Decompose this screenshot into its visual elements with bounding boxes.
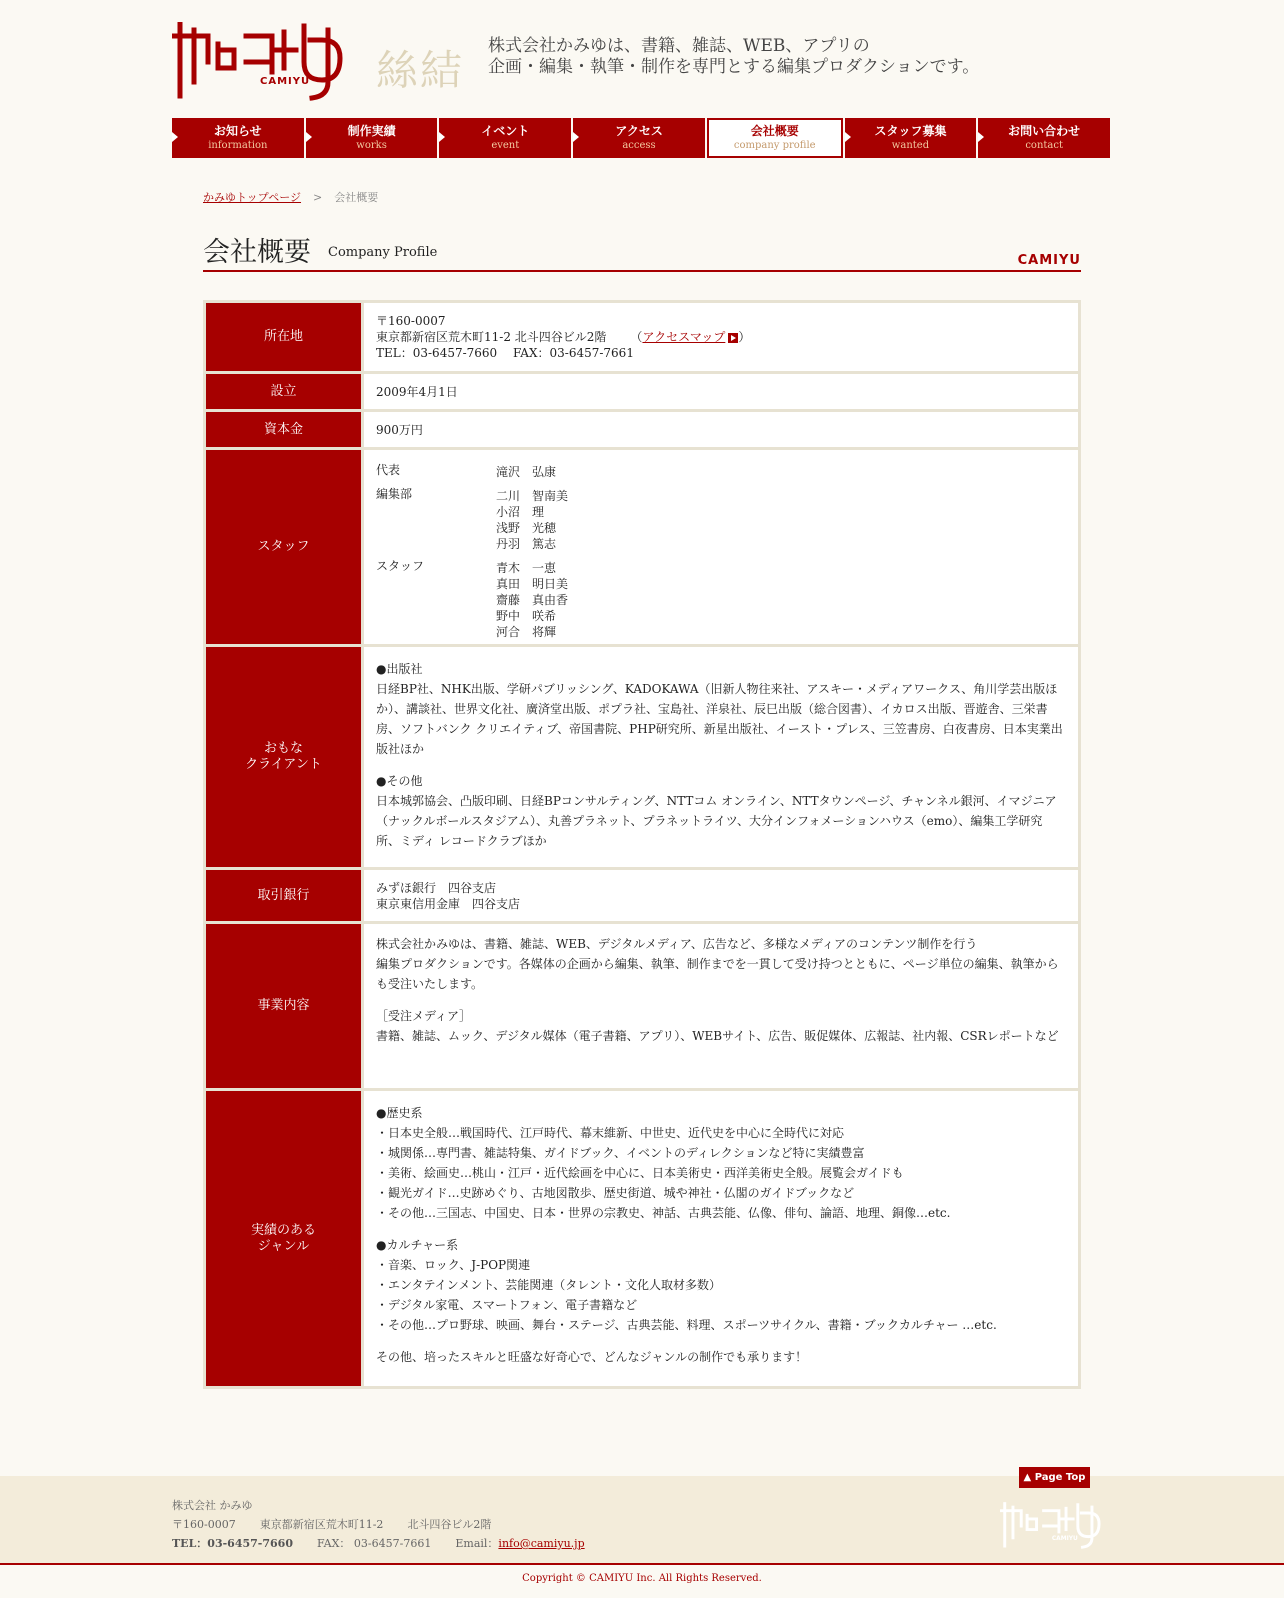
staff-role: スタッフ (376, 559, 425, 573)
tagline (488, 36, 979, 78)
address-text: 東京都新宿区荒木町11-2 北斗四谷ビル2階 (376, 330, 607, 344)
footer-logo-wordmark: CAMIYU (1051, 1536, 1078, 1543)
genre-item: ・その他…三国志、中国史、日本・世界の宗教史、神話、古典芸能、仏像、俳句、論語、地理、銅像…etc. (376, 1206, 951, 1220)
row-genre (206, 1091, 1078, 1386)
nav-information[interactable]: お知らせ information (172, 118, 304, 158)
row-bank-label: 取引銀行 (206, 870, 361, 921)
row-clients-label: おもな クライアント (206, 647, 361, 867)
seal-mark: 絲結 (376, 46, 465, 95)
genre-closing: その他、培ったスキルと旺盛な好奇心で、どんなジャンルの制作でも承ります！ (376, 1350, 808, 1364)
staff-name: 青木 一恵 (496, 561, 557, 575)
footer-logo[interactable] (1000, 1502, 1112, 1554)
row-bank (206, 870, 1078, 921)
nav-works[interactable]: 制作実績 works (306, 118, 438, 158)
address-zip: 〒160-0007 (376, 314, 446, 328)
row-staff-label: スタッフ (206, 450, 361, 644)
breadcrumb (203, 189, 378, 205)
camiyu-logo-icon (1000, 1502, 1112, 1550)
footer-building: 北斗四谷ビル2階 (407, 1518, 492, 1531)
row-founded-label: 設立 (206, 374, 361, 409)
arrow-icon (439, 132, 445, 142)
page-title-jp: 会社概要 (203, 237, 311, 268)
external-link-icon[interactable] (728, 333, 738, 343)
bank-line: みずほ銀行 四谷支店 (376, 881, 497, 895)
staff-name: 小沼 理 (496, 505, 545, 519)
staff-name: 丹羽 篤志 (496, 537, 557, 551)
capital-value: 900万円 (364, 412, 1078, 447)
staff-name: 野中 咲希 (496, 609, 557, 623)
breadcrumb-home-link[interactable]: かみゆトップページ (203, 191, 302, 204)
staff-role: 代表 (376, 463, 401, 477)
clients-publishers-heading: ●出版社 (376, 662, 423, 676)
staff-name: 真田 明日美 (496, 577, 569, 591)
copyright: Copyright © CAMIYU Inc. All Rights Reserved. (0, 1563, 1284, 1598)
camiyu-logo-icon (172, 22, 362, 102)
staff-name: 二川 智南美 (496, 489, 569, 503)
footer-email-label: Email： (455, 1537, 499, 1550)
genre-item: ・エンタテインメント、芸能関連（タレント・文化人取材多数） (376, 1278, 721, 1292)
business-text: 株式会社かみゆは、書籍、雑誌、WEB、デジタルメディア、広告など、多様なメディアのコンテンツ制作を行う 編集プロダクションです。各媒体の企画から編集、執筆、制作までを一貫して受け持つとともに、ページ単位の編集、執筆からも受注いたします。 (376, 937, 1059, 991)
row-clients (206, 647, 1078, 867)
nav-company-profile[interactable]: 会社概要 company profile (707, 118, 843, 158)
arrow-icon (573, 132, 579, 142)
nav-wanted[interactable]: スタッフ募集 wanted (845, 118, 977, 158)
genre-item: ・美術、絵画史…桃山・江戸・近代絵画を中心に、日本美術史・西洋美術史全般。展覧会ガイドも (376, 1166, 904, 1180)
row-business (206, 924, 1078, 1088)
genre-item: ・デジタル家電、スマートフォン、電子書籍など (376, 1298, 638, 1312)
footer-company: 株式会社 かみゆ (172, 1499, 253, 1512)
tagline-line-1: 株式会社かみゆは、書籍、雑誌、WEB、アプリの (488, 36, 870, 56)
footer-address: 東京都新宿区荒木町11-2 (259, 1518, 384, 1531)
page-title-en: Company Profile (328, 245, 438, 260)
row-genre-label: 実績のある ジャンル (206, 1091, 361, 1386)
row-founded (206, 374, 1078, 409)
founded-value: 2009年4月1日 (364, 374, 1078, 409)
row-business-label: 事業内容 (206, 924, 361, 1088)
row-capital (206, 412, 1078, 447)
footer-tel: TEL：03-6457-7660 (172, 1537, 293, 1550)
staff-name: 河合 将輝 (496, 625, 557, 639)
genre-item: ・城関係…専門書、雑誌特集、ガイドブック、イベントのディレクションなど特に実績豊富 (376, 1146, 865, 1160)
staff-list (376, 462, 1066, 646)
business-media-heading: ［受注メディア］ (376, 1009, 472, 1023)
nav-event[interactable]: イベント event (439, 118, 571, 158)
logo-wordmark: CAMIYU (260, 76, 311, 87)
arrow-icon (845, 132, 851, 142)
footer-email-link[interactable]: info@camiyu.jp (498, 1537, 585, 1550)
nav-access[interactable]: アクセス access (573, 118, 705, 158)
row-address-label: 所在地 (206, 303, 361, 371)
clients-others-text: 日本城郭協会、凸版印刷、日経BPコンサルティング、NTTコム オンライン、NTTタウンページ、チャンネル銀河、イマジニア（ナックルボールスタジアム）、丸善プラネット、プラネットライツ、大分インフォメーションハウス（emo）、編集工学研究所、ミディ レコードクラブほか (376, 794, 1057, 848)
genre-item: ・音楽、ロック、J-POP関連 (376, 1258, 531, 1272)
row-capital-label: 資本金 (206, 412, 361, 447)
map-bracket-open: （ (630, 330, 643, 344)
footer-fax: FAX： 03-6457-7661 (316, 1537, 432, 1550)
genre-item: ・観光ガイド…史跡めぐり、古地図散歩、歴史街道、城や神社・仏閣のガイドブックなど (376, 1186, 855, 1200)
brand-wordmark: CAMIYU (1017, 253, 1081, 268)
staff-name: 浅野 光穂 (496, 521, 557, 535)
clients-publishers-text: 日経BP社、NHK出版、学研パブリッシング、KADOKAWA（旧新人物往来社、アスキー・メディアワークス、角川学芸出版ほか）、講談社、世界文化社、廣済堂出版、ポプラ社、宝島社、洋泉社、辰巳出版（総合図書）、イカロス出版、晋遊舎、三栄書房、ソフトバンク クリエイティブ、帝国書院、PHP研究所、新星出版社、イースト・プレス、三笠書房、白夜書房、日本実業出版社ほか (376, 682, 1063, 756)
access-map-link[interactable]: アクセスマップ (642, 330, 726, 344)
page-title (203, 228, 1081, 272)
map-bracket-close: ） (738, 330, 751, 344)
row-address (206, 303, 1078, 371)
arrow-icon (172, 132, 178, 142)
arrow-icon (978, 132, 984, 142)
profile-table (203, 300, 1081, 1389)
staff-role: 編集部 (376, 487, 413, 501)
genre-history-heading: ●歴史系 (376, 1106, 423, 1120)
bank-line: 東京東信用金庫 四谷支店 (376, 897, 521, 911)
address-tel-fax: TEL：03-6457-7660 FAX：03-6457-7661 (376, 346, 634, 360)
page-top-button[interactable]: ▲ Page Top (1019, 1467, 1090, 1488)
arrow-icon (306, 132, 312, 142)
staff-name: 滝沢 弘康 (496, 465, 557, 479)
global-nav (172, 118, 1110, 158)
nav-contact[interactable]: お問い合わせ contact (978, 118, 1110, 158)
genre-item: ・その他…プロ野球、映画、舞台・ステージ、古典芸能、料理、スポーツサイクル、書籍・ブックカルチャー …etc. (376, 1318, 997, 1332)
site-logo[interactable] (172, 22, 362, 102)
breadcrumb-current: 会社概要 (334, 191, 379, 204)
business-media-text: 書籍、雑誌、ムック、デジタル媒体（電子書籍、アプリ）、WEBサイト、広告、販促媒体、広報誌、社内報、CSRレポートなど (376, 1029, 1059, 1043)
genre-item: ・日本史全般…戦国時代、江戸時代、幕末維新、中世史、近代史を中心に全時代に対応 (376, 1126, 845, 1140)
clients-others-heading: ●その他 (376, 774, 423, 788)
breadcrumb-separator: > (313, 191, 323, 204)
row-staff (206, 450, 1078, 644)
staff-name: 齋藤 真由香 (496, 593, 569, 607)
footer-zip: 〒160-0007 (172, 1518, 236, 1531)
footer-info (172, 1496, 585, 1553)
tagline-line-2: 企画・編集・執筆・制作を専門とする編集プロダクションです。 (488, 57, 980, 77)
genre-culture-heading: ●カルチャー系 (376, 1238, 459, 1252)
